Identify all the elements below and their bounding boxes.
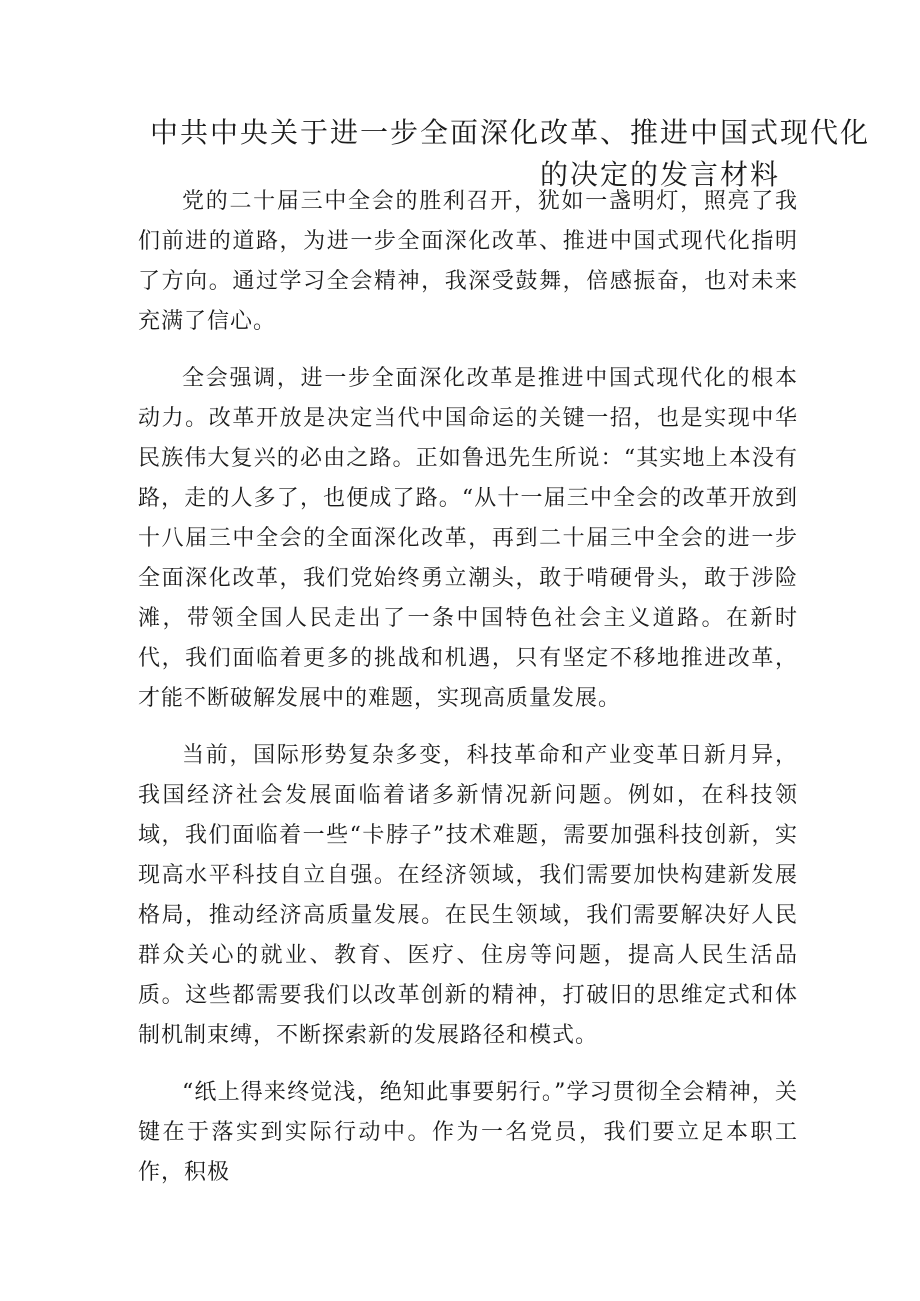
paragraph-3: 当前，国际形势复杂多变，科技革命和产业变革日新月异，我国经济社会发展面临着诸多新情况新问题。例如，在科技领域，我们面临着一些“卡脖子”技术难题，需要加强科技创新，实现高水平科技自立自强。在经济领域，我们需要加快构建新发展格局，推动经济高质量发展。在民生领域，我们需要解决好人民群众关心的就业、教育、医疗、住房等问题，提高人民生活品质。这些都需要我们以改革创新的精神，打破旧的思维定式和体制机制束缚，不断探索新的发展路径和模式。 <box>138 743 798 1048</box>
document-body <box>138 182 798 1210</box>
paragraph-2: 全会强调，进一步全面深化改革是推进中国式现代化的根本动力。改革开放是决定当代中国命运的关键一招，也是实现中华民族伟大复兴的必由之路。正如鲁迅先生所说：“其实地上本没有路，走的人多了，也便成了路。“从十一届三中全会的改革开放到十八届三中全会的全面深化改革，再到二十届三中全会的进一步全面深化改革，我们党始终勇立潮头，敢于啃硬骨头，敢于涉险滩，带领全国人民走出了一条中国特色社会主义道路。在新时代，我们面临着更多的挑战和机遇，只有坚定不移地推进改革，才能不断破解发展中的难题，实现高质量发展。 <box>138 366 798 711</box>
paragraph-1: 党的二十届三中全会的胜利召开，犹如一盏明灯，照亮了我们前进的道路，为进一步全面深化改革、推进中国式现代化指明了方向。通过学习全会精神，我深受鼓舞，倍感振奋，也对未来充满了信心。 <box>138 189 798 334</box>
document-title-line-1: 中共中央关于进一步全面深化改革、推进中国式现代化 <box>150 116 871 149</box>
document-title-line-2: 的决定的发言材料 <box>539 158 780 191</box>
paragraph-4: “纸上得来终觉浅，绝知此事要躬行。”学习贯彻全会精神，关键在于落实到实际行动中。作为一名党员，我们要立足本职工作，积极 <box>138 1080 798 1185</box>
